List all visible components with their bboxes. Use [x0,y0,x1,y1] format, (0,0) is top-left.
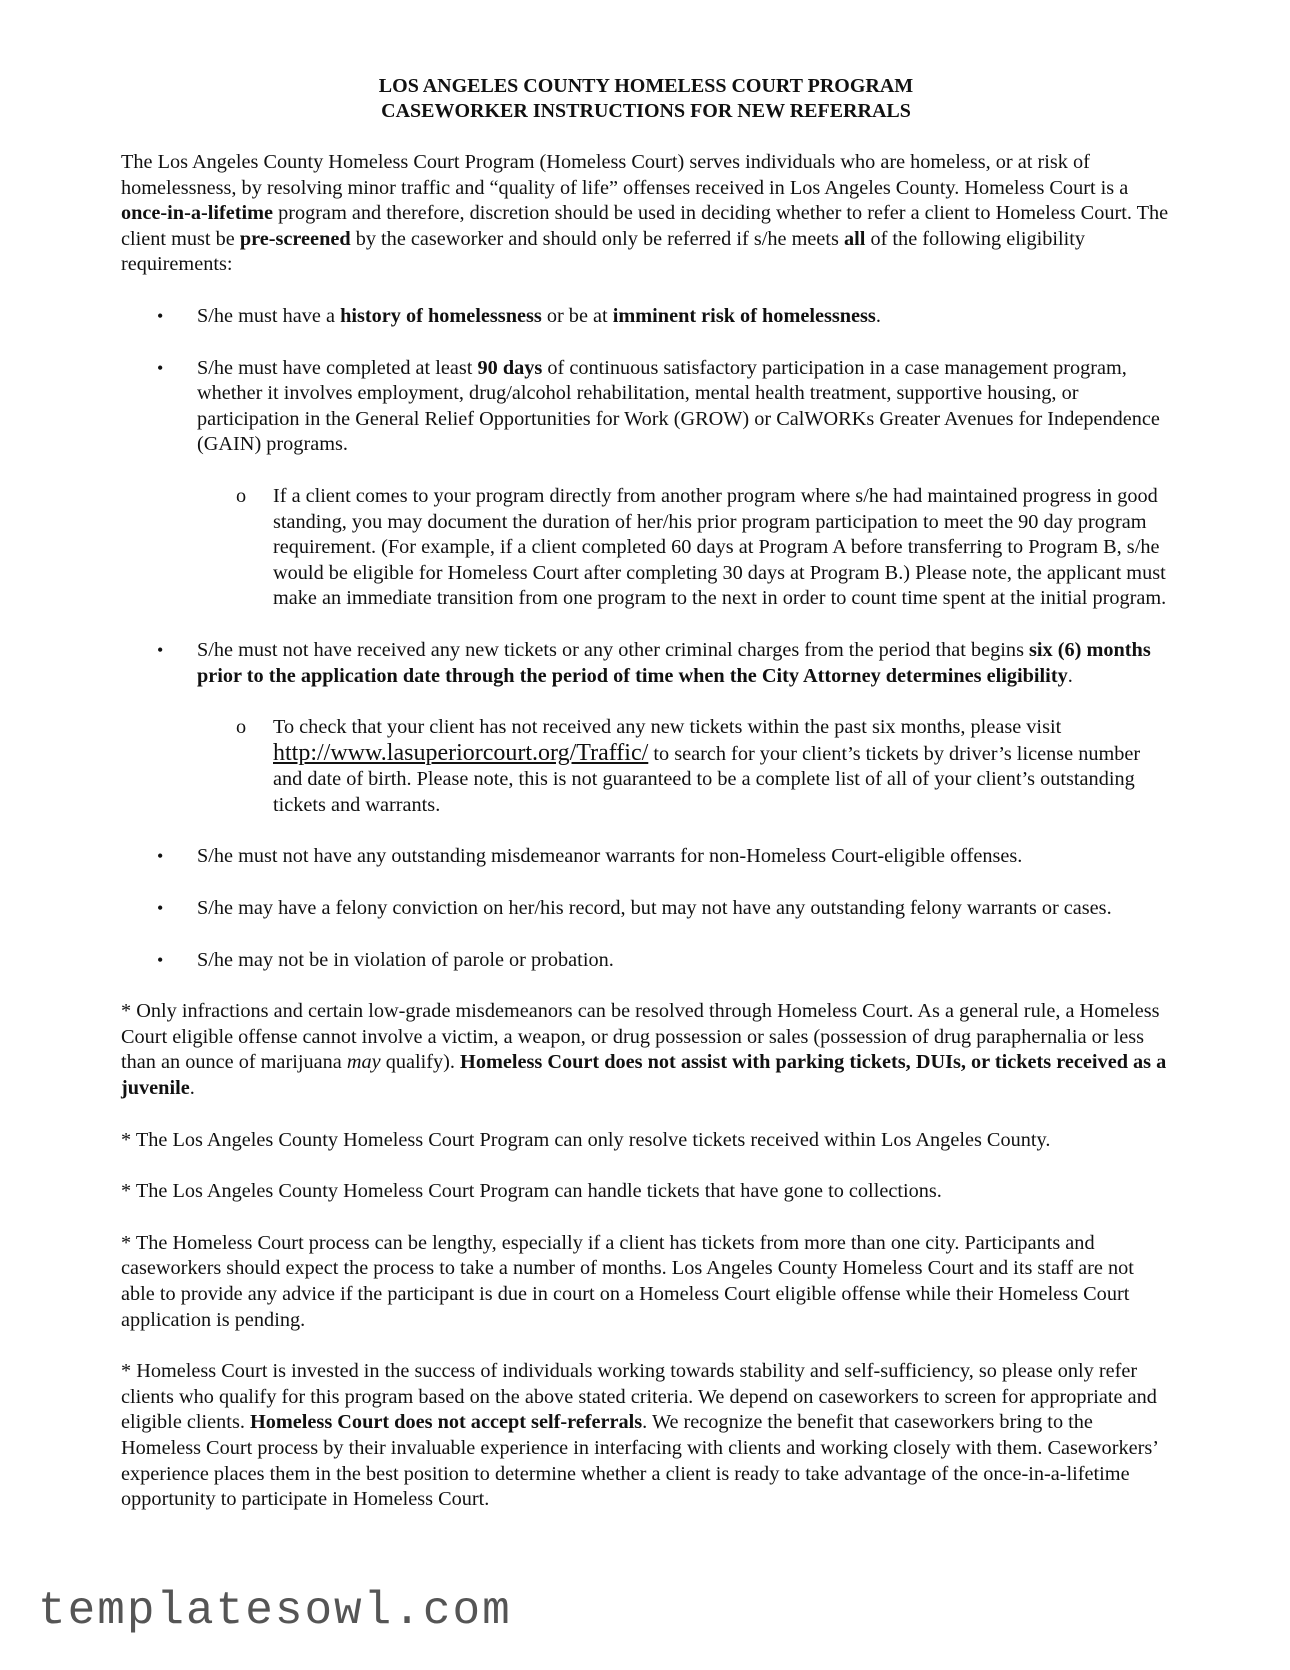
note-text: * Homeless Court is invested in the success of individuals working towards stability and self-sufficiency, so please only refer clients who qualify for this program based on the above stated criteria. We depend on caseworkers to screen for appropriate and eligible clients. [121,1360,1157,1434]
bullet-icon: • [157,949,164,970]
note-bold: Homeless Court does not assist with parking tickets, DUIs, or tickets received as a juvenile [121,1051,1167,1100]
document-page [121,74,1171,1513]
intro-text: by the caseworker and should only be referred if s/he meets [350,227,844,250]
req-text: S/he must not have any outstanding misdemeanor warrants for non-Homeless Court-eligible offenses. [197,845,1023,868]
req-text: S/he may have a felony conviction on her/his record, but may not have any outstanding felony warrants or cases. [197,897,1112,920]
intro-bold-once: once-in-a-lifetime [121,202,274,225]
sub-list [197,715,1171,818]
req-text: S/he must not have received any new tickets or any other criminal charges from the period that begins [197,638,1030,661]
note-infractions [121,999,1171,1101]
sub-text: If a client comes to your program directly from another program where s/he had maintained progress in good standing, you may document the duration of her/his prior program participation to meet the 90 day program requirement. (For example, if a client completed 60 days at Program A before transferring to Program B, s/he would be eligible for Homeless Court after completing 30 days at Program B.) Please note, the applicant must make an immediate transition from one program to the next in order to count time spent at the initial program. [273,484,1167,610]
sub-bullet-icon: o [236,716,247,739]
intro-text: of the following eligibility requirements: [121,227,1086,276]
note-process-length: * The Homeless Court process can be lengthy, especially if a client has tickets from more than one city. Participants and caseworkers should expect the process to take a number of months. Los Angeles County Homeless Court and its staff are not able to provide any advice if the participant is due in court on a Homeless Court eligible offense while their Homeless Court application is pending. [121,1231,1134,1331]
traffic-search-link[interactable]: http://www.lasuperiorcourt.org/Traffic/ [273,739,649,766]
req-text: of continuous satisfactory participation in a case management program, whether it involves employment, drug/alcohol rehabilitation, mental health treatment, supportive housing, or participation in the General Relief Opportunities for Work (GROW) or CalWORKs Greater Avenues for Independence (GAIN) programs. [197,356,1160,456]
bullet-icon: • [157,846,164,867]
bullet-icon: • [157,357,164,378]
note-county-only: * The Los Angeles County Homeless Court Program can only resolve tickets received within Los Angeles County. [121,1128,1051,1151]
req-bold: history of homelessness [340,304,542,327]
title-line-2: CASEWORKER INSTRUCTIONS FOR NEW REFERRALS [381,100,911,122]
sub-list [197,484,1171,612]
sub-item-transfer [197,484,1171,612]
note-bold: Homeless Court does not accept self-referrals [249,1411,643,1434]
eligibility-requirements-list [121,304,1171,973]
req-text: S/he may not be in violation of parole or probation. [197,948,614,971]
intro-text: The Los Angeles County Homeless Court Program (Homeless Court) serves individuals who are homeless, or at risk of homelessness, by resolving minor traffic and “quality of life” offenses received in Los Angeles County. Homeless Court is a [121,151,1129,199]
title-line-1: LOS ANGELES COUNTY HOMELESS COURT PROGRAM [378,75,914,97]
requirement-history [121,304,1171,330]
req-bold: imminent risk of homelessness [612,304,876,327]
req-bold: six (6) months prior to the application date through the period of time when the City Attorney determines eligibility [197,638,1151,687]
bullet-icon: • [157,898,164,919]
intro-text: program and therefore, discretion should be used in deciding whether to refer a client to Homeless Court. The client must be [121,202,1169,250]
req-bold: 90 days [477,356,543,379]
req-text: S/he must have completed at least [197,356,478,379]
bullet-icon: • [157,639,164,660]
sub-text: To check that your client has not received any new tickets within the past six months, please visit [273,716,1062,739]
note-text: qualify). [380,1051,461,1074]
sub-item-check-tickets [197,715,1171,818]
note-text: . [189,1077,195,1100]
sub-bullet-icon: o [236,484,247,507]
bullet-icon: • [157,305,164,326]
sub-text: to search for your client’s tickets by driver’s license number and date of birth. Please note, this is not guaranteed to be a complete list of all of your client’s outstanding tickets and warrants. [273,742,1141,816]
requirement-90-days [121,356,1171,612]
requirement-parole [121,948,1171,974]
requirement-no-misdemeanor-warrants [121,844,1171,870]
note-italic: may [346,1051,381,1074]
watermark-logo: templatesowl.com [38,1585,512,1637]
requirement-felony [121,896,1171,922]
document-title [121,74,1171,124]
req-text: . [1067,664,1073,687]
req-text: S/he must have a [197,304,341,327]
note-referrals [121,1359,1171,1513]
intro-paragraph [121,150,1171,278]
note-text: * Only infractions and certain low-grade misdemeanors can be resolved through Homeless Court. As a general rule, a Homeless Court eligible offense cannot involve a victim, a weapon, or drug possession or sales (possession of drug paraphernalia or less than an ounce of marijuana [121,1000,1160,1074]
note-text: . We recognize the benefit that caseworkers bring to the Homeless Court process by their invaluable experience in interfacing with clients and working closely with them. Caseworkers’ experience places them in the best position to determine whether a client is ready to take advantage of the once-in-a-lifetime opportunity to participate in Homeless Court. [121,1411,1158,1511]
intro-bold-prescreened: pre-screened [239,227,351,250]
note-collections: * The Los Angeles County Homeless Court Program can handle tickets that have gone to collections. [121,1180,942,1203]
req-text: . [875,304,881,327]
requirement-no-new-tickets [121,638,1171,819]
intro-bold-all: all [843,227,866,250]
req-text: or be at [541,304,613,327]
